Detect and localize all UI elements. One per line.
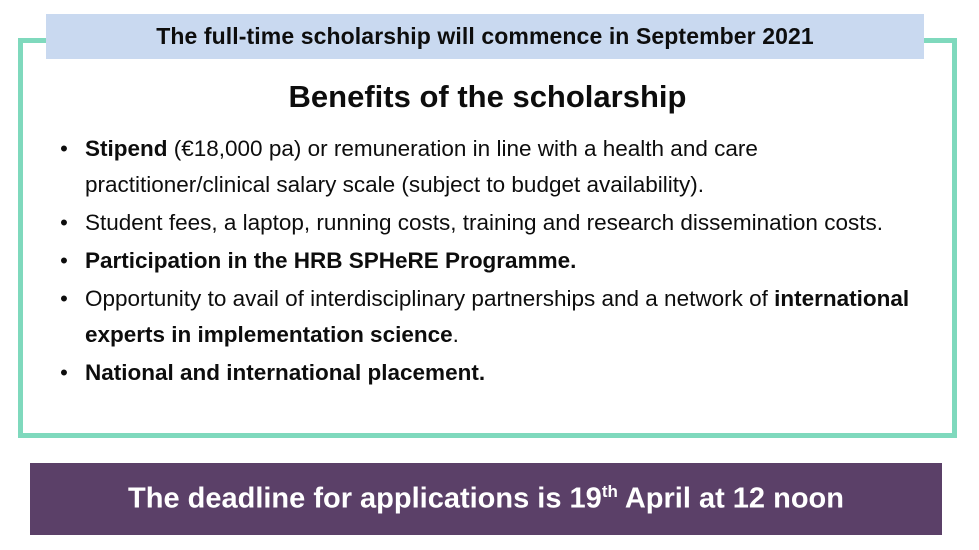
- text-segment: National and international placement.: [85, 360, 486, 385]
- text-segment: Participation in the HRB SPHeRE Programme.: [85, 248, 577, 273]
- benefits-panel: [18, 38, 957, 438]
- list-item: [43, 355, 943, 391]
- text-segment: international experts in implementation science: [85, 286, 910, 347]
- bullet-dot-icon: •: [60, 136, 68, 161]
- deadline-text-before: The deadline for applications is 19: [128, 482, 602, 515]
- bullet-dot-icon: •: [60, 360, 68, 385]
- text-segment: Stipend: [85, 136, 168, 161]
- list-item-text: [85, 243, 943, 279]
- page-title: Benefits of the scholarship: [288, 79, 687, 114]
- bullet-dot-icon: •: [60, 248, 68, 273]
- commencement-banner: [46, 14, 924, 59]
- text-segment: Opportunity to avail of interdisciplinary partnerships and a network of: [85, 286, 775, 311]
- bullet-dot-icon: •: [60, 210, 68, 235]
- text-segment: Student fees, a laptop, running costs, training and research dissemination costs.: [85, 210, 883, 235]
- deadline-ordinal-suffix: th: [601, 482, 618, 502]
- bullet-dot-icon: •: [60, 286, 68, 311]
- list-item: [43, 205, 943, 241]
- benefits-list: [43, 131, 943, 393]
- list-item: [43, 243, 943, 279]
- commencement-banner-text: The full-time scholarship will commence in September 2021: [156, 23, 814, 49]
- list-item-text: [85, 355, 943, 391]
- text-segment: .: [452, 322, 459, 347]
- list-item-text: [85, 131, 943, 203]
- deadline-banner-text: [128, 482, 844, 516]
- list-item-text: [85, 205, 943, 241]
- text-segment: (€18,000 pa) or remuneration in line with a health and care practitioner/clinical salary scale (subject to budget availability).: [85, 136, 758, 197]
- list-item-text: [85, 281, 943, 353]
- deadline-text-after: April at 12 noon: [617, 482, 844, 515]
- deadline-banner: [30, 463, 942, 535]
- list-item: [43, 131, 943, 203]
- list-item: [43, 281, 943, 353]
